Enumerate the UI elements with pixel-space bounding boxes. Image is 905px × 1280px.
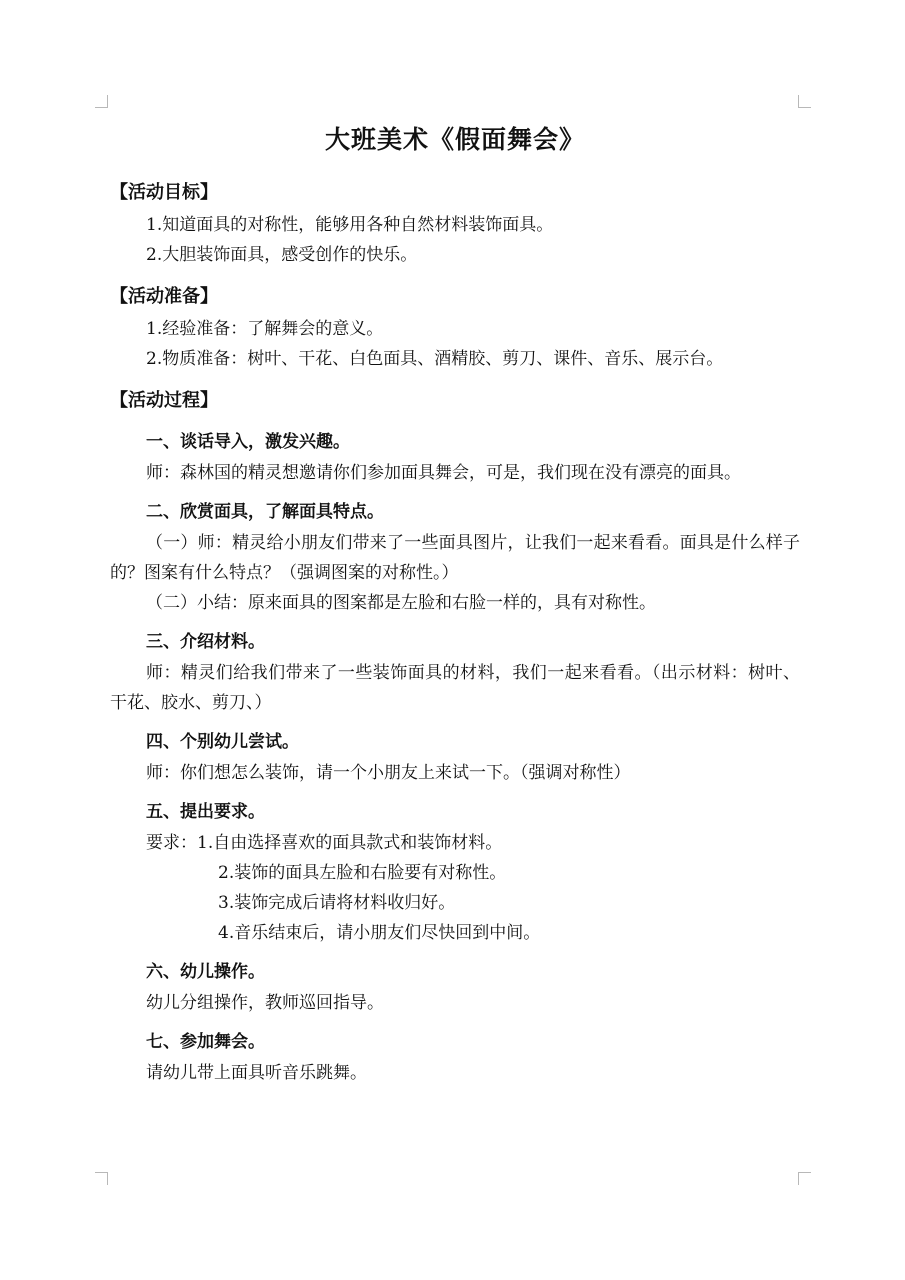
- step-text: 师：你们想怎么装饰，请一个小朋友上来试一下。（强调对称性）: [146, 763, 631, 783]
- page-corner-mark-top-right: [798, 95, 811, 108]
- step-title: 三、介绍材料。: [146, 632, 265, 652]
- page-corner-mark-top-left: [95, 95, 108, 108]
- prep-item: 2.物质准备：树叶、干花、白色面具、酒精胶、剪刀、课件、音乐、展示台。: [146, 349, 724, 369]
- document-title: 大班美术《假面舞会》: [324, 125, 585, 154]
- goals-heading: 【活动目标】: [110, 182, 218, 203]
- step-title: 六、幼儿操作。: [146, 962, 265, 982]
- step-title: 四、个别幼儿尝试。: [146, 732, 299, 752]
- step-title: 二、欣赏面具，了解面具特点。: [146, 502, 384, 522]
- step-text: 师：精灵们给我们带来了一些装饰面具的材料，我们一起来看看。（出示材料：树叶、干花、胶水、剪刀、）: [110, 663, 800, 713]
- process-heading: 【活动过程】: [110, 390, 218, 411]
- step-text: 幼儿分组操作，教师巡回指导。: [146, 993, 384, 1013]
- step-title: 五、提出要求。: [146, 802, 265, 822]
- requirement-item: 2.装饰的面具左脸和右脸要有对称性。: [218, 863, 507, 883]
- requirement-item: 要求：1.自由选择喜欢的面具款式和装饰材料。: [146, 833, 503, 853]
- step-text: （一）师：精灵给小朋友们带来了一些面具图片，让我们一起来看看。面具是什么样子的？图案有什么特点？（强调图案的对称性。）: [110, 533, 800, 583]
- step-title: 一、谈话导入，激发兴趣。: [146, 432, 350, 452]
- step-text: （二）小结：原来面具的图案都是左脸和右脸一样的，具有对称性。: [146, 593, 656, 613]
- page-corner-mark-bottom-right: [798, 1172, 811, 1185]
- prep-heading: 【活动准备】: [110, 286, 218, 307]
- step-text: 师：森林国的精灵想邀请你们参加面具舞会，可是，我们现在没有漂亮的面具。: [146, 463, 741, 483]
- requirement-item: 4.音乐结束后，请小朋友们尽快回到中间。: [218, 923, 541, 943]
- step-title: 七、参加舞会。: [146, 1032, 265, 1052]
- document-page: [110, 118, 800, 1088]
- requirement-item: 3.装饰完成后请将材料收归好。: [218, 893, 456, 913]
- goal-item: 1.知道面具的对称性，能够用各种自然材料装饰面具。: [146, 215, 554, 235]
- prep-item: 1.经验准备：了解舞会的意义。: [146, 319, 384, 339]
- goal-item: 2.大胆装饰面具，感受创作的快乐。: [146, 245, 418, 265]
- step-text: 请幼儿带上面具听音乐跳舞。: [146, 1063, 367, 1083]
- page-corner-mark-bottom-left: [95, 1172, 108, 1185]
